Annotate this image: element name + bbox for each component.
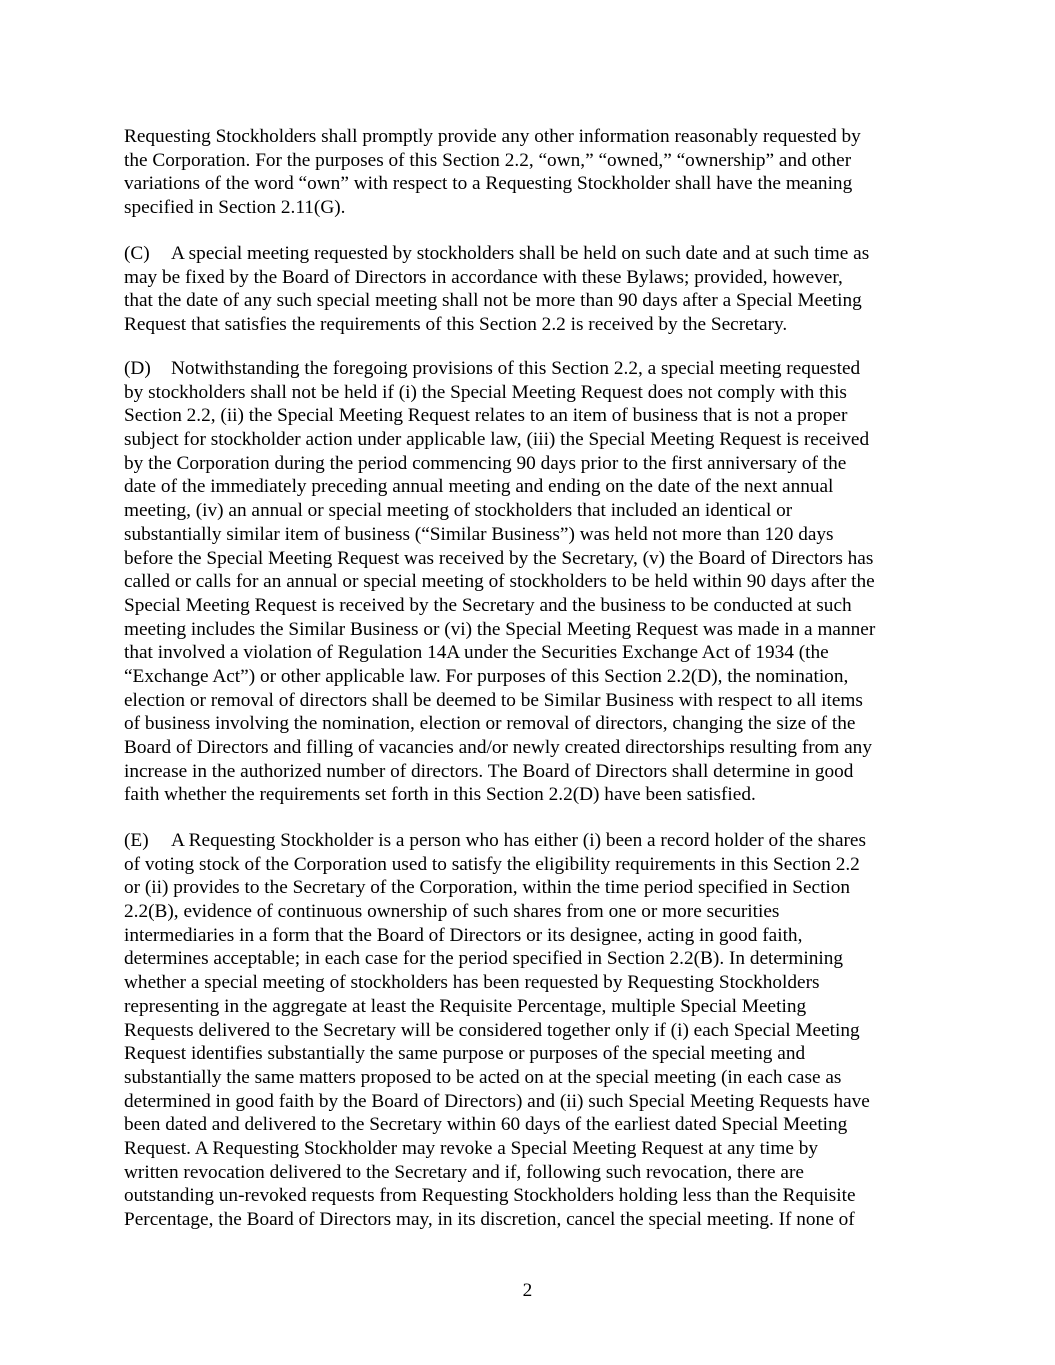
text-line: election or removal of directors shall be deemed to be Similar Business with respect to all items [124, 689, 863, 711]
text-line: determines acceptable; in each case for the period specified in Section 2.2(B). In determining [124, 948, 844, 970]
text-line: or (ii) provides to the Secretary of the Corporation, within the time period specified in Section [124, 877, 851, 899]
text-line: 2.2(B), evidence of continuous ownership of such shares from one or more securities [124, 901, 780, 923]
text-line-content: A special meeting requested by stockholders shall be held on such date and at such time as [171, 243, 870, 264]
paragraph-d [124, 357, 936, 807]
text-line: Section 2.2, (ii) the Special Meeting Request relates to an item of business that is not a proper [124, 405, 848, 427]
text-line: Board of Directors and filling of vacancies and/or newly created directorships resulting from any [124, 737, 872, 758]
text-line: representing in the aggregate at least the Requisite Percentage, multiple Special Meeting [124, 995, 807, 1017]
text-line: specified in Section 2.11(G). [124, 197, 346, 219]
text-line: intermediaries in a form that the Board of Directors or its designee, acting in good faith, [124, 924, 803, 946]
text-line: by the Corporation during the period commencing 90 days prior to the first anniversary of the [124, 452, 847, 474]
text-line: outstanding un-revoked requests from Requesting Stockholders holding less than the Requisite [124, 1185, 856, 1207]
text-line: called or calls for an annual or special meeting of stockholders to be held within 90 days after the [124, 571, 875, 593]
text-line: Request that satisfies the requirements of this Section 2.2 is received by the Secretary. [124, 314, 788, 336]
text-line: of voting stock of the Corporation used to satisfy the eligibility requirements in this Section 2.2 [124, 853, 860, 875]
text-line: the Corporation. For the purposes of this Section 2.2, “own,” “owned,” “ownership” and other [124, 149, 852, 171]
text-line: before the Special Meeting Request was received by the Secretary, (v) the Board of Directors has [124, 547, 874, 569]
text-line: written revocation delivered to the Secretary and if, following such revocation, there are [124, 1161, 804, 1183]
text-line: increase in the authorized number of directors. The Board of Directors shall determine in good [124, 760, 854, 782]
text-line: Percentage, the Board of Directors may, in its discretion, cancel the special meeting. If none of [124, 1209, 855, 1230]
text-line: Special Meeting Request is received by the Secretary and the business to be conducted at such [124, 594, 852, 616]
text-line: date of the immediately preceding annual meeting and ending on the date of the next annual [124, 476, 834, 498]
text-line [124, 242, 936, 266]
text-line: that the date of any such special meeting shall not be more than 90 days after a Special Meeting [124, 290, 862, 312]
text-line: “Exchange Act”) or other applicable law. For purposes of this Section 2.2(D), the nomination, [124, 665, 849, 687]
text-line: meeting, (iv) an annual or special meeting of stockholders that included an identical or [124, 500, 793, 522]
text-line: been dated and delivered to the Secretary within 60 days of the earliest dated Special Meeting [124, 1114, 848, 1136]
paragraph-label: (D) [124, 358, 151, 379]
text-line: by stockholders shall not be held if (i) the Special Meeting Request does not comply with this [124, 381, 847, 403]
text-line: may be fixed by the Board of Directors in accordance with these Bylaws; provided, however, [124, 266, 843, 288]
text-line [124, 357, 936, 381]
text-line: that involved a violation of Regulation 14A under the Securities Exchange Act of 1934 (the [124, 642, 829, 664]
text-line: whether a special meeting of stockholders has been requested by Requesting Stockholders [124, 972, 820, 994]
text-line: Requesting Stockholders shall promptly provide any other information reasonably requested by [124, 126, 861, 147]
paragraph-continuation [124, 125, 936, 220]
text-line: Request. A Requesting Stockholder may revoke a Special Meeting Request at any time by [124, 1137, 818, 1159]
text-line: meeting includes the Similar Business or (vi) the Special Meeting Request was made in a manner [124, 618, 876, 640]
paragraph-label: (C) [124, 243, 150, 264]
text-line [124, 829, 936, 853]
text-line: subject for stockholder action under applicable law, (iii) the Special Meeting Request is received [124, 429, 870, 451]
text-line: of business involving the nomination, election or removal of directors, changing the size of the [124, 713, 856, 735]
page-number: 2 [522, 1280, 533, 1301]
paragraph-e [124, 829, 936, 1232]
text-line: substantially the same matters proposed to be acted on at the special meeting (in each case as [124, 1066, 842, 1088]
paragraph-label: (E) [124, 830, 149, 851]
text-line-content: Notwithstanding the foregoing provisions of this Section 2.2, a special meeting requested [171, 358, 861, 379]
text-line: Requests delivered to the Secretary will be considered together only if (i) each Special Meeting [124, 1019, 860, 1041]
paragraph-c [124, 242, 936, 337]
text-line: substantially similar item of business (“Similar Business”) was held not more than 120 days [124, 523, 834, 545]
text-line: variations of the word “own” with respect to a Requesting Stockholder shall have the meaning [124, 173, 853, 195]
text-line: Request identifies substantially the same purpose or purposes of the special meeting and [124, 1043, 806, 1065]
text-line: determined in good faith by the Board of Directors) and (ii) such Special Meeting Requests have [124, 1090, 870, 1112]
text-line: faith whether the requirements set forth in this Section 2.2(D) have been satisfied. [124, 784, 756, 806]
text-line-content: A Requesting Stockholder is a person who has either (i) been a record holder of the shares [171, 830, 866, 851]
